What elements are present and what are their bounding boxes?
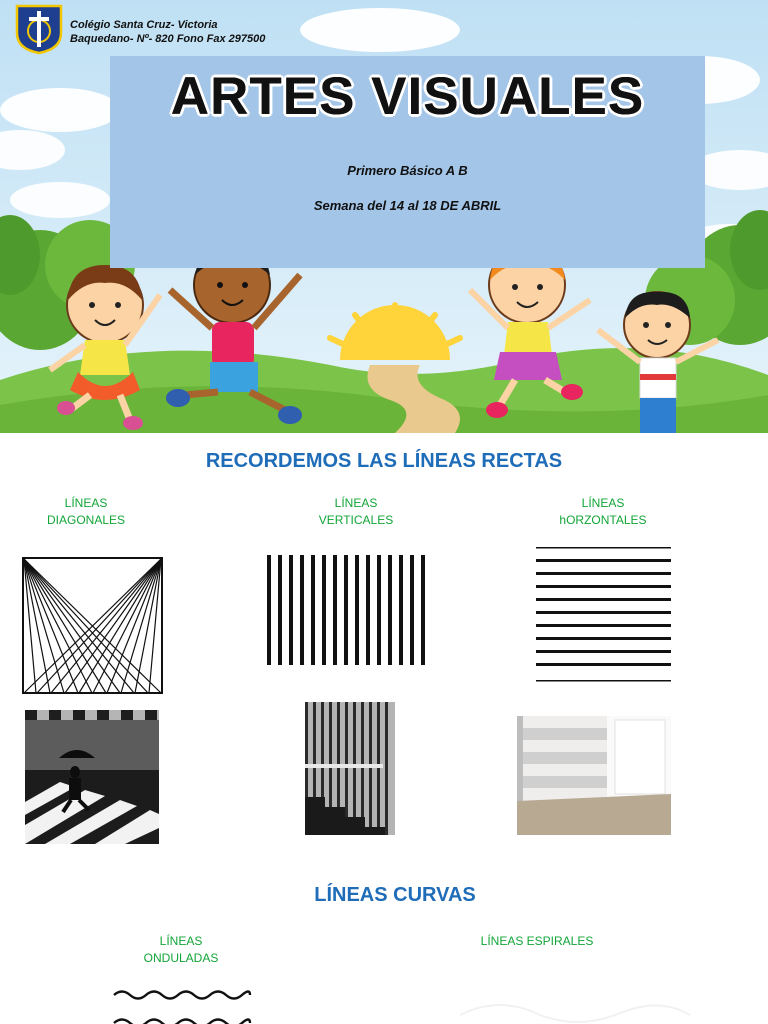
school-name: Colégio Santa Cruz- Victoria [70, 19, 218, 31]
wavy-lines-label-line1: LÍNEAS [159, 934, 203, 948]
horizontal-lines-label-line2: hORZONTALES [559, 513, 647, 527]
diagonal-lines-label [26, 495, 146, 529]
school-crest-icon [14, 3, 64, 55]
diagonal-lines-label-line2: DIAGONALES [46, 513, 126, 527]
spiral-lines-illustration [440, 985, 700, 1024]
striped-wall-room-photo [517, 716, 671, 835]
spiral-lines-label [467, 933, 607, 950]
spiral-lines-label-line1: LÍNEAS ESPIRALES [480, 934, 594, 948]
vertical-slats-stairs-photo [305, 702, 395, 835]
horizontal-lines-label [543, 495, 663, 529]
diagonal-lines-illustration [22, 557, 163, 694]
page-title: ARTES VISUALES [170, 67, 645, 126]
vertical-lines-label-line1: LÍNEAS [334, 496, 378, 510]
wavy-lines-label-line2: ONDULADAS [143, 951, 219, 965]
week-text: Semana del 14 al 18 DE ABRIL [313, 198, 502, 213]
curved-lines-heading: LÍNEAS CURVAS [314, 884, 476, 906]
horizontal-lines-illustration [536, 546, 671, 683]
grade-text: Primero Básico A B [347, 163, 468, 178]
vertical-lines-label [296, 495, 416, 529]
vertical-lines-illustration [265, 555, 427, 665]
wavy-lines-illustration [112, 985, 252, 1024]
straight-lines-heading: RECORDEMOS LAS LÍNEAS RECTAS [205, 450, 563, 472]
horizontal-lines-label-line1: LÍNEAS [581, 496, 625, 510]
school-address: Baquedano- Nº- 820 Fono Fax 297500 [70, 33, 266, 45]
vertical-lines-label-line2: VERTICALES [318, 513, 394, 527]
crosswalk-umbrella-photo [25, 710, 159, 844]
wavy-lines-label [121, 933, 241, 967]
diagonal-lines-label-line1: LÍNEAS [64, 496, 108, 510]
